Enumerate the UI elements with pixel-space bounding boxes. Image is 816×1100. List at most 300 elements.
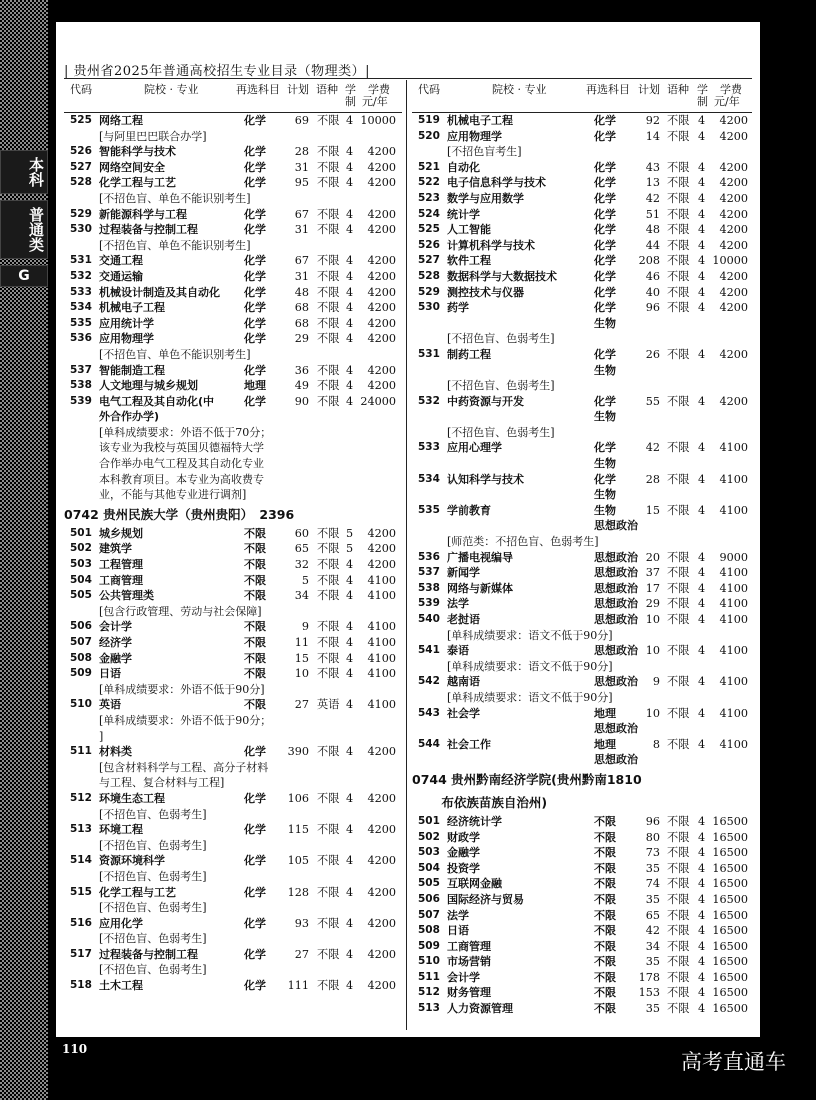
tuition-fee: 4200 (719, 207, 748, 221)
subject-req: 化学 (594, 441, 616, 455)
language: 不限 (667, 269, 690, 283)
tuition-fee: 4100 (719, 472, 748, 486)
table-row (412, 612, 752, 628)
duration: 4 (698, 160, 706, 174)
tuition-fee: 4200 (367, 160, 396, 174)
language: 不限 (317, 916, 340, 930)
tuition-fee: 4100 (719, 581, 748, 595)
language: 不限 (667, 1002, 690, 1016)
tuition-fee: 4100 (367, 636, 396, 649)
major-name: 金融学 (447, 846, 480, 860)
major-note: [不招色盲、单色不能识别考生] (99, 347, 251, 361)
duration: 4 (346, 223, 354, 237)
tuition-fee: 4200 (367, 947, 396, 961)
duration: 4 (698, 970, 706, 984)
language: 不限 (317, 363, 340, 377)
plan-count: 29 (294, 332, 309, 346)
duration: 4 (698, 986, 706, 1000)
tuition-fee: 16500 (712, 955, 748, 969)
tuition-fee: 4200 (719, 301, 748, 315)
major-name: 计算机科学与技术 (447, 238, 535, 252)
tuition-fee: 4100 (719, 503, 748, 517)
subject-req: 不限 (594, 830, 616, 844)
major-name: 工商管理 (447, 939, 491, 953)
major-name: 法学 (447, 597, 469, 611)
language: 不限 (317, 176, 340, 190)
language: 不限 (317, 285, 340, 299)
table-row (412, 861, 752, 877)
major-note: [单科成绩要求：外语不低于90分] (99, 682, 265, 696)
major-code: 537 (418, 566, 440, 579)
school-heading: 布依族苗族自治州) (412, 794, 548, 810)
major-name: 认知科学与技术 (447, 472, 524, 486)
major-name: 新能源科学与工程 (99, 207, 187, 221)
major-name: 自动化 (447, 160, 480, 174)
table-row (64, 619, 402, 635)
major-code: 535 (70, 316, 92, 329)
table-row (64, 394, 402, 410)
major-code: 511 (70, 745, 92, 758)
major-note: [不招色盲、色弱考生] (99, 807, 207, 821)
plan-count: 153 (638, 986, 660, 1000)
plan-count: 13 (645, 176, 660, 190)
language: 不限 (667, 613, 690, 626)
subject-req: 不限 (594, 814, 616, 828)
tuition-fee: 16500 (712, 814, 748, 828)
tuition-fee: 9000 (719, 550, 748, 564)
major-code: 504 (70, 573, 92, 586)
table-row (412, 487, 752, 503)
major-code: 530 (70, 223, 92, 236)
subject-req: 思想政治 (594, 675, 638, 689)
language: 不限 (317, 526, 340, 540)
col-fee-bottom: 元/年 (714, 95, 740, 108)
duration: 4 (698, 892, 706, 906)
tuition-fee: 4100 (719, 644, 748, 658)
plan-count: 34 (645, 939, 660, 953)
language: 不限 (667, 877, 690, 891)
subject-req: 不限 (594, 908, 616, 922)
tuition-fee: 4200 (367, 916, 396, 930)
tuition-fee: 4200 (367, 269, 396, 283)
tuition-fee: 16500 (712, 939, 748, 953)
major-note: 该专业为我校与英国贝德福特大学 (99, 441, 264, 455)
major-code: 531 (418, 347, 440, 360)
language: 不限 (667, 223, 690, 237)
subject-req: 不限 (594, 861, 616, 875)
language: 不限 (317, 589, 340, 603)
plan-count: 10 (645, 706, 660, 720)
tuition-fee: 4200 (367, 823, 396, 837)
table-row (64, 791, 402, 807)
school-heading: 0742 贵州民族大学（贵州贵阳） 2396 (64, 506, 295, 522)
plan-count: 15 (294, 651, 309, 665)
language: 不限 (667, 986, 690, 1000)
major-name: 日语 (99, 667, 121, 681)
duration: 4 (346, 823, 354, 837)
language: 不限 (667, 892, 690, 906)
duration: 4 (698, 955, 706, 969)
tuition-fee: 10000 (712, 254, 748, 268)
table-row (64, 651, 402, 667)
subject-req: 化学 (244, 176, 266, 190)
language: 英语 (317, 698, 340, 712)
major-code: 520 (418, 129, 440, 142)
tuition-fee: 4200 (719, 238, 748, 252)
duration: 4 (698, 394, 706, 408)
plan-count: 10 (645, 644, 660, 658)
duration: 4 (346, 176, 354, 190)
major-code: 513 (418, 1002, 440, 1015)
language: 不限 (667, 970, 690, 984)
plan-count: 26 (645, 347, 660, 361)
major-name: 机械设计制造及其自动化 (99, 285, 220, 299)
table-row (412, 285, 752, 301)
duration: 4 (346, 947, 354, 961)
major-name: 会计学 (99, 620, 132, 634)
major-note: 外合作办学) (99, 410, 160, 424)
plan-count: 111 (287, 979, 309, 993)
tuition-fee: 16500 (712, 970, 748, 984)
plan-count: 178 (638, 970, 660, 984)
major-note: [不招色盲考生] (447, 145, 522, 159)
language: 不限 (317, 332, 340, 346)
subject-req: 化学 (594, 223, 616, 237)
major-name: 市场营销 (447, 955, 491, 969)
tuition-fee: 4100 (367, 651, 396, 665)
right-column-header (412, 82, 752, 113)
major-code: 527 (418, 254, 440, 267)
plan-count: 35 (645, 892, 660, 906)
plan-count: 15 (645, 503, 660, 517)
language: 不限 (317, 301, 340, 315)
major-name: 财务管理 (447, 986, 491, 1000)
col-years-top: 学 (697, 83, 708, 96)
major-name: 测控技术与仪器 (447, 285, 524, 299)
duration: 4 (698, 472, 706, 486)
major-code: 511 (418, 970, 440, 983)
plan-count: 68 (294, 316, 309, 330)
major-name: 应用物理学 (99, 332, 154, 346)
tuition-fee: 4200 (719, 394, 748, 408)
language: 不限 (667, 814, 690, 828)
duration: 4 (346, 620, 354, 634)
table-row (64, 160, 402, 176)
duration: 4 (698, 550, 706, 564)
tuition-fee: 4200 (367, 301, 396, 315)
table-row (64, 285, 402, 301)
language: 不限 (667, 955, 690, 969)
subject-req: 化学 (594, 285, 616, 299)
table-row (64, 113, 402, 129)
duration: 4 (346, 636, 354, 649)
subject-req: 地理 (594, 737, 616, 751)
side-tab-general: 普通类 (0, 200, 48, 259)
major-name: 机械电子工程 (447, 114, 513, 127)
major-code: 512 (70, 791, 92, 804)
tuition-fee: 4200 (367, 254, 396, 268)
major-code: 507 (418, 908, 440, 921)
major-note: [不招色盲、色弱考生] (447, 332, 555, 346)
language: 不限 (667, 254, 690, 268)
table-row (64, 331, 402, 347)
tuition-fee: 4200 (719, 191, 748, 205)
major-code: 524 (418, 207, 440, 220)
major-name: 法学 (447, 908, 469, 922)
language: 不限 (667, 924, 690, 938)
major-code: 503 (418, 846, 440, 859)
tuition-fee: 4100 (719, 613, 748, 626)
plan-count: 90 (294, 394, 309, 408)
tuition-fee: 16500 (712, 830, 748, 844)
major-code: 528 (418, 269, 440, 282)
subject-req: 地理 (594, 706, 616, 720)
major-code: 536 (70, 332, 92, 345)
subject-req: 化学 (594, 472, 616, 486)
major-code: 530 (418, 301, 440, 314)
table-row (412, 363, 752, 379)
major-code: 528 (70, 176, 92, 189)
table-row (64, 378, 402, 394)
duration: 4 (698, 207, 706, 221)
table-row (412, 674, 752, 690)
duration: 4 (698, 566, 706, 580)
subject-req: 化学 (244, 114, 266, 127)
table-row (412, 954, 752, 970)
subject-req: 不限 (244, 542, 266, 556)
major-name: 环境生态工程 (99, 791, 165, 805)
major-note: [不招色盲、色弱考生] (99, 869, 207, 883)
subject-req: 化学 (594, 238, 616, 252)
subject-req: 不限 (244, 698, 266, 712)
major-name: 日语 (447, 924, 469, 938)
plan-count: 10 (645, 613, 660, 626)
duration: 4 (698, 581, 706, 595)
major-code: 519 (418, 114, 440, 126)
major-code: 509 (418, 939, 440, 952)
subject-req: 化学 (244, 947, 266, 961)
subject-req: 思想政治 (594, 566, 638, 580)
tuition-fee: 4200 (719, 176, 748, 190)
tuition-fee: 16500 (712, 924, 748, 938)
subject-req: 不限 (244, 526, 266, 540)
tuition-fee: 4200 (719, 114, 748, 127)
plan-count: 93 (294, 916, 309, 930)
col-plan: 计划 (638, 83, 660, 96)
major-name: 公共管理类 (99, 589, 154, 603)
duration: 5 (346, 542, 354, 556)
duration: 4 (346, 316, 354, 330)
tuition-fee: 10000 (360, 114, 396, 127)
plan-count: 28 (645, 472, 660, 486)
language: 不限 (317, 620, 340, 634)
major-code: 502 (70, 542, 92, 555)
subject-req: 化学 (244, 269, 266, 283)
duration: 4 (346, 332, 354, 346)
right-rows (412, 113, 752, 1017)
table-row (412, 830, 752, 846)
duration: 4 (346, 916, 354, 930)
table-row (412, 518, 752, 534)
left-rows (64, 113, 402, 994)
subject-req: 生物 (594, 410, 616, 424)
subject-req: 化学 (594, 207, 616, 221)
col-fee-bottom: 元/年 (362, 95, 388, 108)
major-note: [单科成绩要求：外语不低于70分； (99, 425, 272, 439)
plan-count: 43 (645, 160, 660, 174)
major-code: 502 (418, 830, 440, 843)
duration: 4 (346, 207, 354, 221)
plan-count: 106 (287, 791, 309, 805)
table-row (64, 269, 402, 285)
table-row (64, 363, 402, 379)
major-code: 539 (418, 597, 440, 610)
duration: 4 (346, 854, 354, 868)
tuition-fee: 4200 (367, 745, 396, 759)
major-code: 510 (418, 955, 440, 968)
major-name: 电子信息科学与技术 (447, 176, 546, 190)
major-name: 机械电子工程 (99, 301, 165, 315)
tuition-fee: 4100 (719, 706, 748, 720)
language: 不限 (667, 503, 690, 517)
plan-count: 128 (287, 885, 309, 899)
major-code: 529 (418, 285, 440, 298)
subject-req: 化学 (244, 160, 266, 174)
table-row (412, 472, 752, 488)
language: 不限 (317, 316, 340, 330)
major-name: 智能科学与技术 (99, 145, 176, 159)
tuition-fee: 4200 (367, 885, 396, 899)
major-code: 505 (70, 589, 92, 602)
major-code: 501 (70, 526, 92, 539)
subject-req: 思想政治 (594, 644, 638, 658)
tuition-fee: 16500 (712, 986, 748, 1000)
subject-req: 不限 (594, 970, 616, 984)
language: 不限 (667, 114, 690, 127)
table-row (412, 300, 752, 316)
subject-req: 不限 (244, 651, 266, 665)
duration: 4 (698, 830, 706, 844)
subject-req: 化学 (594, 129, 616, 143)
major-note: 合作举办电气工程及其自动化专业 (99, 457, 264, 471)
plan-count: 28 (294, 145, 309, 159)
language: 不限 (317, 979, 340, 993)
major-code: 532 (70, 269, 92, 282)
major-name: 越南语 (447, 675, 480, 689)
subject-req: 不限 (244, 573, 266, 587)
major-code: 529 (70, 207, 92, 220)
right-column (412, 82, 752, 1017)
major-code: 526 (418, 238, 440, 251)
tuition-fee: 16500 (712, 892, 748, 906)
language: 不限 (317, 269, 340, 283)
plan-count: 40 (645, 285, 660, 299)
major-code: 515 (70, 885, 92, 898)
school-heading: 0744 贵州黔南经济学院(贵州黔南1810 (412, 771, 642, 787)
duration: 4 (698, 176, 706, 190)
plan-count: 92 (645, 114, 660, 127)
col-fee-top: 学费 (368, 83, 390, 96)
duration: 4 (346, 589, 354, 603)
table-row (64, 947, 402, 963)
tuition-fee: 4200 (367, 207, 396, 221)
subject-req: 不限 (594, 939, 616, 953)
watermark-text: 高考直通车 (681, 1050, 786, 1074)
major-code: 533 (70, 285, 92, 298)
major-note: [不招色盲、色弱考生] (99, 932, 207, 946)
tuition-fee: 4200 (719, 269, 748, 283)
tuition-fee: 4200 (367, 558, 396, 572)
plan-count: 10 (294, 667, 309, 681)
plan-count: 42 (645, 191, 660, 205)
language: 不限 (317, 254, 340, 268)
major-code: 522 (418, 176, 440, 189)
plan-count: 80 (645, 830, 660, 844)
major-code: 504 (418, 861, 440, 874)
major-name: 数学与应用数学 (447, 191, 524, 205)
language: 不限 (667, 191, 690, 205)
table-row (412, 939, 752, 955)
plan-count: 115 (287, 823, 309, 837)
table-row (64, 222, 402, 238)
major-code: 501 (418, 814, 440, 827)
subject-req: 化学 (244, 363, 266, 377)
table-row (64, 666, 402, 682)
major-name: 网络与新媒体 (447, 581, 513, 595)
column-divider (406, 80, 407, 1030)
major-note: [单科成绩要求：语文不低于90分] (447, 690, 613, 704)
plan-count: 73 (645, 846, 660, 860)
major-code: 507 (70, 636, 92, 648)
plan-count: 27 (294, 698, 309, 712)
major-code: 508 (70, 651, 92, 664)
major-code: 509 (70, 667, 92, 680)
table-row (412, 814, 752, 830)
table-row (412, 347, 752, 363)
language: 不限 (667, 550, 690, 564)
subject-req: 化学 (594, 347, 616, 361)
plan-count: 390 (287, 745, 309, 759)
table-row (412, 253, 752, 269)
tuition-fee: 4100 (719, 737, 748, 751)
major-name: 应用物理学 (447, 129, 502, 143)
language: 不限 (667, 176, 690, 190)
tuition-fee: 4200 (719, 160, 748, 174)
table-row (412, 581, 752, 597)
col-school-major: 院校 · 专业 (492, 83, 547, 96)
language: 不限 (667, 160, 690, 174)
major-code: 512 (418, 986, 440, 999)
table-row (412, 316, 752, 332)
major-name: 学前教育 (447, 503, 491, 517)
major-name: 经济统计学 (447, 814, 502, 828)
table-row (412, 394, 752, 410)
major-note: [不招色盲、单色不能识别考生] (99, 191, 251, 205)
plan-count: 46 (645, 269, 660, 283)
duration: 4 (698, 238, 706, 252)
duration: 4 (698, 908, 706, 922)
major-name: 过程装备与控制工程 (99, 223, 198, 237)
language: 不限 (667, 846, 690, 860)
duration: 4 (346, 558, 354, 572)
subject-req: 化学 (244, 394, 266, 408)
major-code: 527 (70, 160, 92, 173)
duration: 4 (698, 706, 706, 720)
tuition-fee: 4200 (719, 223, 748, 237)
table-row (412, 721, 752, 737)
tuition-fee: 4200 (367, 542, 396, 556)
language: 不限 (667, 861, 690, 875)
